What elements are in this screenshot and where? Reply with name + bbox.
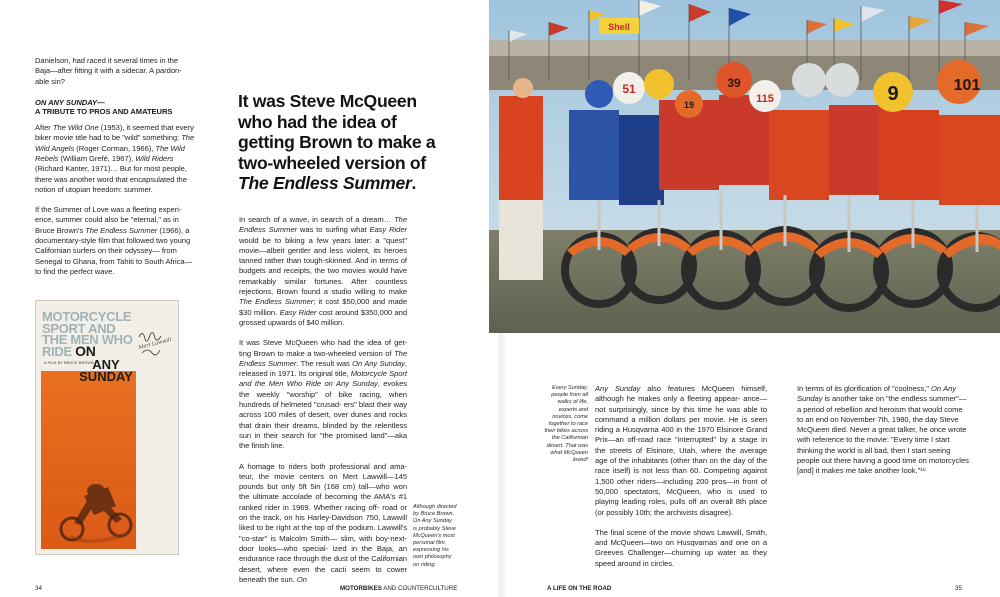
quote-line — [238, 112, 438, 133]
text-run: would be to biking a few years later: a — [239, 235, 380, 245]
text-run: In terms of its glorification of "coolness," — [797, 384, 931, 393]
italic-text: Rider — [389, 225, 408, 235]
section-subhead — [35, 98, 195, 117]
poster-caption — [413, 504, 469, 569]
left-col2 — [239, 215, 407, 585]
text-run: biker movie title had to be "wild" something: — [35, 133, 180, 143]
italic-text: Summer — [284, 297, 314, 307]
photo-caption — [530, 385, 588, 464]
text-line: Every Sunday, — [552, 385, 588, 391]
text-run: , released in 1971. Its original title, — [239, 358, 407, 379]
text-run: fortunes. After countless rejections, Brown — [239, 276, 408, 297]
text-run: the dust of the Californian desert, where even — [239, 554, 407, 574]
italic-text: Sunday — [379, 358, 405, 368]
text-run: is another take on "the endless — [822, 394, 927, 404]
left-running-head — [340, 585, 457, 593]
text-line: desert. That was — [546, 442, 588, 449]
italic-text: The Endless Summer — [238, 173, 412, 194]
text-run: who had the idea of — [238, 111, 397, 132]
text-line: novices, come — [552, 413, 588, 420]
text-line: Baja—after fitting it with a sidecar. A pardon- — [35, 66, 182, 76]
text-run: "the promised land"—aka the finish line. — [239, 430, 408, 451]
italic-text: The Endless Summer — [239, 215, 407, 235]
right-page-number: 35 — [955, 585, 962, 592]
text-run: In search of a wave, in search of a dream… — [239, 215, 392, 224]
text-run: Bruce Brown's — [35, 225, 86, 235]
subhead-line-1: ON ANY SUNDAY— — [35, 97, 105, 107]
right-col1 — [595, 384, 767, 569]
body-paragraph — [239, 338, 407, 451]
text-run: of 50,000 spectators, McQueen, who is used to — [595, 476, 767, 496]
text-run: ance—not surprisingly, since by this time he — [595, 394, 768, 414]
text-run: inhabitants (other than on the day of the race — [595, 456, 768, 476]
text-run: 750, Lawwill liked to be right at the top of the — [239, 513, 408, 533]
text-run: Elsinore, Utah, where the average age of the — [595, 445, 767, 466]
text-run: blinded by the relentless sun in their search for — [239, 420, 407, 440]
bib-number: 51 — [622, 82, 636, 96]
text-run: pounds but only 5ft 5in (168 cm) tall—who won — [239, 482, 407, 492]
text-line: Although directed — [413, 504, 457, 510]
poster-title-line: MOTORCYCLE — [42, 309, 132, 324]
italic-text: Easy — [369, 225, 387, 235]
text-run: found a studio willing to make — [301, 287, 407, 297]
body-paragraph — [35, 205, 195, 277]
text-line: able sin? — [35, 76, 65, 86]
text-run: movie. He is seen riding a Husqvarna 400 — [595, 414, 767, 435]
text-run: , evokes the weekly "worship" of bike — [239, 379, 407, 399]
running-head-rest: AND COUNTERCULTURE — [381, 585, 458, 592]
text-line: walks of life, — [557, 399, 588, 406]
text-line: is probably Steve — [413, 525, 456, 532]
text-run: there having a good time on motorcycles [and] — [797, 456, 969, 476]
italic-text: The Endless Summer — [239, 348, 408, 368]
text-run: slim, with boy-next-door looks—who special- — [239, 533, 407, 553]
text-line: their bikes across — [544, 428, 588, 435]
body-paragraph — [595, 528, 767, 569]
text-line: expressing his — [413, 547, 449, 554]
italic-text: The Wild One — [52, 123, 99, 133]
text-run: ting Brown to make a two-wheeled version of — [239, 348, 392, 358]
italic-text: Easy Rider — [279, 307, 317, 317]
photo-illustration — [489, 0, 1000, 333]
italic-text: Motorcycle Sport and the Men Who Ride on Any — [239, 369, 408, 389]
text-run: road or on the track, on his Harley-Davidson — [239, 502, 407, 523]
text-run: young Californian surfers on their odyssey— — [35, 236, 191, 256]
poster-title-sunday: SUNDAY — [79, 369, 133, 384]
text-run: teur, the movie centers on Mert Lawwill—145 — [239, 471, 407, 481]
subhead-line-2: A TRIBUTE TO PROS AND AMATEURS — [35, 107, 173, 117]
body-paragraph — [35, 123, 195, 195]
body-paragraph — [595, 384, 767, 518]
text-run: two-wheeled version of — [238, 152, 426, 173]
poster-title-line: THE MEN WHO — [42, 332, 133, 348]
right-running-head — [547, 585, 611, 593]
text-run: to the movie: "Every time I start thinking the — [797, 435, 950, 455]
text-line: On Any Sunday — [413, 518, 452, 525]
italic-text: On — [930, 384, 942, 393]
text-line: people from all — [551, 392, 588, 399]
text-run: racing, when hundreds of helmeted "crusad- — [239, 389, 407, 410]
text-run: And in terms of budgets and receipts, the — [239, 256, 407, 276]
text-run: the ultimate accolade of becoming the AMA's — [239, 492, 396, 502]
text-run: that would come to an end on November 7th, — [797, 404, 963, 424]
text-run: two movies would have remarkably similar — [239, 266, 407, 286]
poster-title-line: SPORT AND — [42, 320, 116, 336]
right-col2 — [797, 384, 969, 477]
text-run: A homage to riders both professional and ama- — [239, 461, 407, 471]
text-line: personal film, — [413, 540, 447, 547]
text-run: ence, summer could also be "eternal," as in — [35, 215, 179, 225]
italic-text: Wild Rebels — [35, 143, 185, 163]
text-line: together to race — [548, 421, 588, 428]
poster-title-line: RIDE ON — [42, 342, 96, 359]
text-run: the cacti seem to cower beneath the sun. — [239, 564, 407, 584]
text-run: summer"—a period of rebellion and heroism — [797, 394, 967, 414]
text-run: although he makes only a fleeting appear- — [595, 394, 741, 404]
running-head-right: A LIFE ON THE ROAD — [547, 585, 612, 592]
poster-signature: Mert Lawwill — [137, 337, 172, 351]
italic-text: Any Sunday — [595, 384, 641, 393]
quote-line — [238, 132, 438, 153]
text-run: a documentary-style film that followed two — [35, 225, 190, 246]
bib-number: 101 — [953, 77, 981, 94]
text-run: itself) is not less than 60. Competing against — [612, 466, 768, 476]
italic-text: The Endless — [239, 297, 282, 307]
text-run: It was Steve McQueen who had the idea of get- — [239, 338, 407, 348]
quote-line — [238, 91, 438, 112]
text-run: If the Summer of Love was a fleeting experi- — [35, 205, 182, 215]
text-run: its heroes tanned rather than tough-skinned. — [239, 245, 407, 266]
bib-number: 39 — [727, 76, 741, 90]
poster-credit: A FILM BY BRUCE BROWN — [44, 361, 94, 365]
poster-title-any: ANY — [92, 357, 120, 372]
text-run: cost around $350,000 and grossed — [239, 307, 408, 327]
text-run: podium. Lawwill's "co-star" is Malcolm Smith— — [239, 523, 407, 543]
text-run: in the 1970 Elsinore Grand Prix—an off-road — [595, 425, 768, 445]
text-run: #1 ranked rider in 1969. Whether racing off- — [239, 492, 407, 512]
bib-number: 115 — [756, 93, 774, 105]
italic-text: Wild Riders — [135, 153, 174, 163]
text-run: . The result was — [296, 358, 353, 368]
text-run: great talker, he once wrote with reference — [797, 425, 967, 445]
text-run: getting Brown to make a — [238, 132, 436, 153]
text-run: ized in the Baja, an endurance race through — [239, 543, 408, 564]
on-any-sunday-poster — [35, 300, 179, 555]
text-run: water as they speed around in circles. — [595, 548, 767, 568]
text-run: After — [35, 123, 53, 133]
text-run: . — [411, 173, 417, 194]
text-run: notion of utopian freedom: summer. — [35, 184, 153, 194]
poster-title-light — [42, 311, 174, 357]
text-line: on riding. — [413, 561, 437, 568]
text-run: ers" blast their way across 100 miles of desert, — [239, 400, 407, 420]
quote-line — [238, 153, 438, 174]
text-run: over dunes and rocks that drain their dreams, — [239, 410, 407, 430]
italic-text: Sunday — [352, 379, 378, 389]
bib-number: 19 — [683, 100, 695, 110]
left-col1 — [35, 56, 195, 277]
bib-number: 9 — [887, 83, 899, 105]
shell-banner-text: Shell — [608, 22, 630, 32]
italic-text: Any Sunday — [797, 384, 957, 404]
text-run: "quest" movie—albeit gentler and less violent, — [239, 235, 408, 255]
text-run: place (or possibly 10th; the archivists disagree). — [595, 497, 768, 517]
italic-text: The — [155, 143, 169, 153]
running-head-bold: MOTORBIKES — [340, 585, 382, 592]
text-run: (1966), — [157, 225, 184, 235]
pull-quote — [238, 91, 438, 194]
text-run: The final scene of the movie shows Lawwill, — [595, 527, 744, 537]
text-run: was to surfing what — [296, 225, 370, 235]
italic-text: On Any — [352, 358, 378, 368]
body-paragraph — [797, 384, 969, 477]
text-run: ; it cost $50,000 and made $30 million. — [239, 297, 407, 317]
italic-text: The Wild Angels — [35, 133, 195, 153]
text-run: also features McQueen himself, — [640, 384, 768, 393]
text-run: Africa—to find the perfect wave. — [35, 256, 193, 276]
quote-line — [238, 173, 438, 194]
text-run: (Richard Kanter, 1971)… But for most people, — [35, 164, 187, 174]
left-page-number: 34 — [35, 585, 42, 592]
text-line: the Californian — [551, 435, 588, 442]
text-run: there was another word that encapsulated the — [35, 174, 187, 184]
text-run: from Senegal to Ghana, from Tahiti to South — [35, 246, 177, 266]
text-run: it makes me take another look."¹⁶ — [815, 466, 926, 476]
text-line: what McQueen — [550, 449, 588, 456]
poster-title-on: ON — [75, 342, 96, 359]
text-run: (1953), it seemed that every — [98, 123, 194, 133]
text-run: world is all bad, then I start seeing people out — [797, 445, 951, 466]
text-run: Smith, and McQueen—two on Husqvarnas and — [595, 527, 768, 548]
text-line: Danielson, had raced it several times in the — [35, 56, 179, 65]
text-run: playing leading roles, pulls off an overall 8th — [595, 497, 747, 507]
text-run: upwards of $40 million. — [267, 317, 345, 327]
text-line: own philosophy — [413, 554, 452, 561]
body-paragraph — [239, 462, 407, 586]
text-run: race "interrupted" by a stage in the streets of — [595, 435, 767, 455]
text-run: 1980, the day Steve McQueen died. Never a — [797, 414, 959, 435]
intro-paragraph — [35, 56, 195, 87]
italic-text: On — [296, 574, 307, 584]
text-run: 1,500 other riders—including 200 pros—in front — [595, 476, 758, 486]
text-run: (Roger Corman, 1966), — [74, 143, 156, 153]
motocross-start-photo — [489, 0, 1000, 333]
text-line: loved! — [573, 457, 588, 464]
text-run: (William Grefé, 1967), — [58, 153, 136, 163]
text-run: was able to command a million dollars per — [595, 404, 767, 424]
text-line: McQueen's most — [413, 532, 455, 539]
italic-text: The Endless Summer — [85, 225, 158, 235]
text-run: It was Steve McQueen — [238, 91, 417, 111]
body-paragraph — [239, 215, 407, 328]
poster-orange-panel — [41, 371, 136, 549]
text-run: one on a Greeves Challenger—churning up — [595, 538, 767, 558]
text-line: by Bruce Brown, — [413, 511, 455, 518]
text-line: experts and — [558, 406, 588, 413]
